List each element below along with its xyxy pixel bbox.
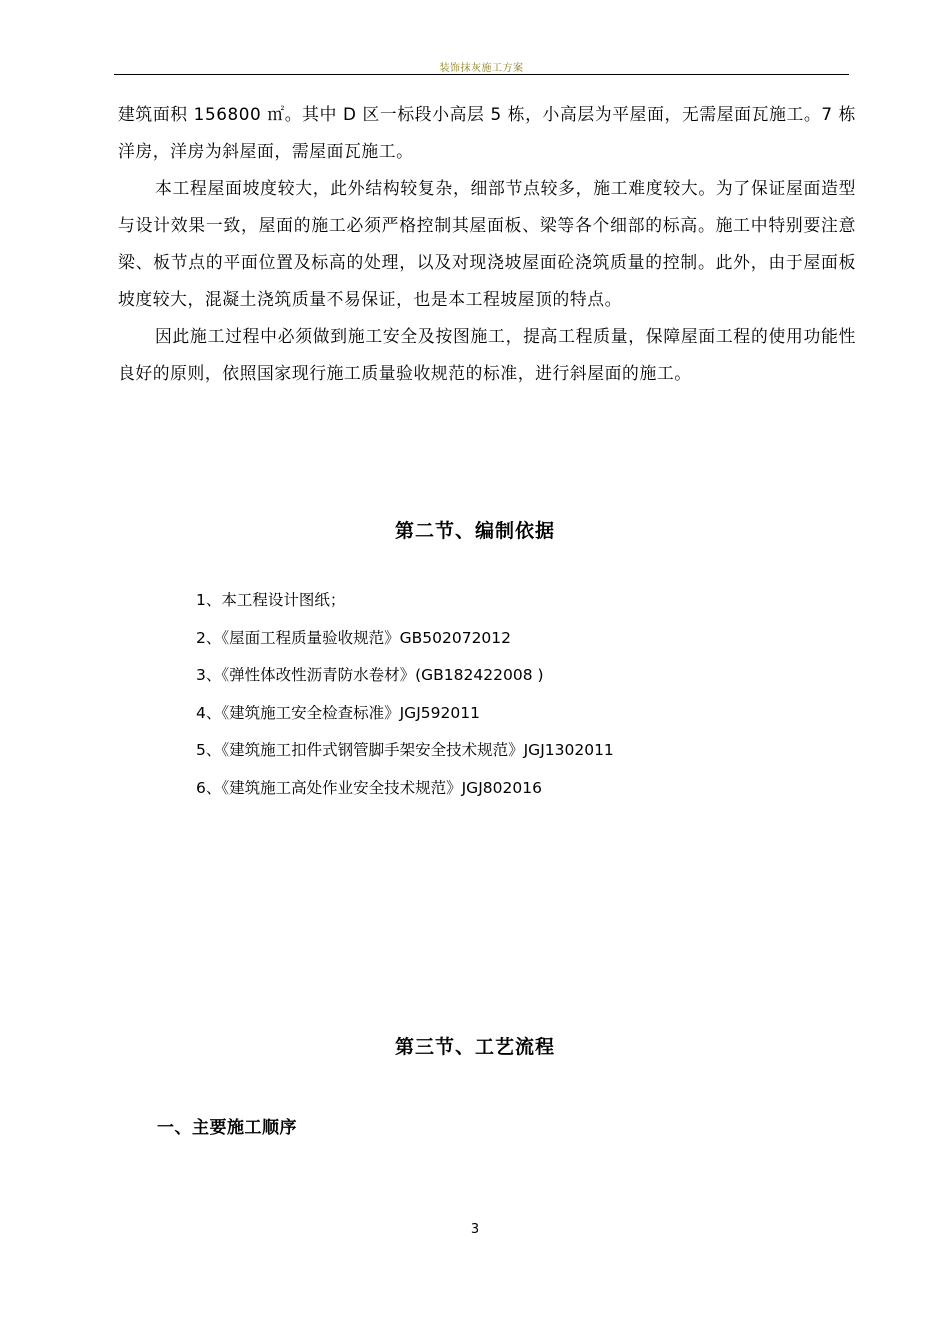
sub-heading-main-sequence: 一、主要施工顺序 <box>157 1118 297 1138</box>
compilation-basis-list <box>196 586 816 811</box>
list-item: 1、本工程设计图纸； <box>196 591 346 609</box>
paragraph-construction-principle: 因此施工过程中必须做到施工安全及按图施工，提高工程质量，保障屋面工程的使用功能性良好的原则，依照国家现行施工质量验收规范的标准，进行斜屋面的施工。 <box>118 326 856 383</box>
page-header <box>114 56 849 75</box>
list-item: 2、《屋面工程质量验收规范》GB502072012 <box>196 628 512 647</box>
header-title: 装饰抹灰施工方案 <box>439 63 524 74</box>
list-item: 5、《建筑施工扣件式钢管脚手架安全技术规范》JGJ1302011 <box>196 741 614 759</box>
section-heading-process-flow: 第三节、工艺流程 <box>394 1036 555 1058</box>
page-number: 3 <box>470 1222 480 1237</box>
paragraph-building-area: 建筑面积 156800 ㎡。其中 D 区一标段小高层 5 栋，小高层为平屋面，无需屋面瓦施工。7 栋洋房，洋房为斜屋面，需屋面瓦施工。 <box>118 104 856 161</box>
list-item: 6、《建筑施工高处作业安全技术规范》JGJ802016 <box>196 778 542 797</box>
list-item: 4、《建筑施工安全检查标准》JGJ592011 <box>196 703 480 722</box>
list-item: 3、《弹性体改性沥青防水卷材》(GB182422008 ) <box>196 666 544 684</box>
section-heading-compilation-basis: 第二节、编制依据 <box>394 520 555 542</box>
body-text-block <box>118 96 856 392</box>
paragraph-roof-difficulty: 本工程屋面坡度较大，此外结构较复杂，细部节点较多，施工难度较大。为了保证屋面造型与设计效果一致，屋面的施工必须严格控制其屋面板、梁等各个细部的标高。施工中特别要注意梁、板节点的平面位置及标高的处理，以及对现浇坡屋面砼浇筑质量的控制。此外，由于屋面板坡度较大，混凝土浇筑质量不易保证，也是本工程坡屋顶的特点。 <box>118 178 856 309</box>
